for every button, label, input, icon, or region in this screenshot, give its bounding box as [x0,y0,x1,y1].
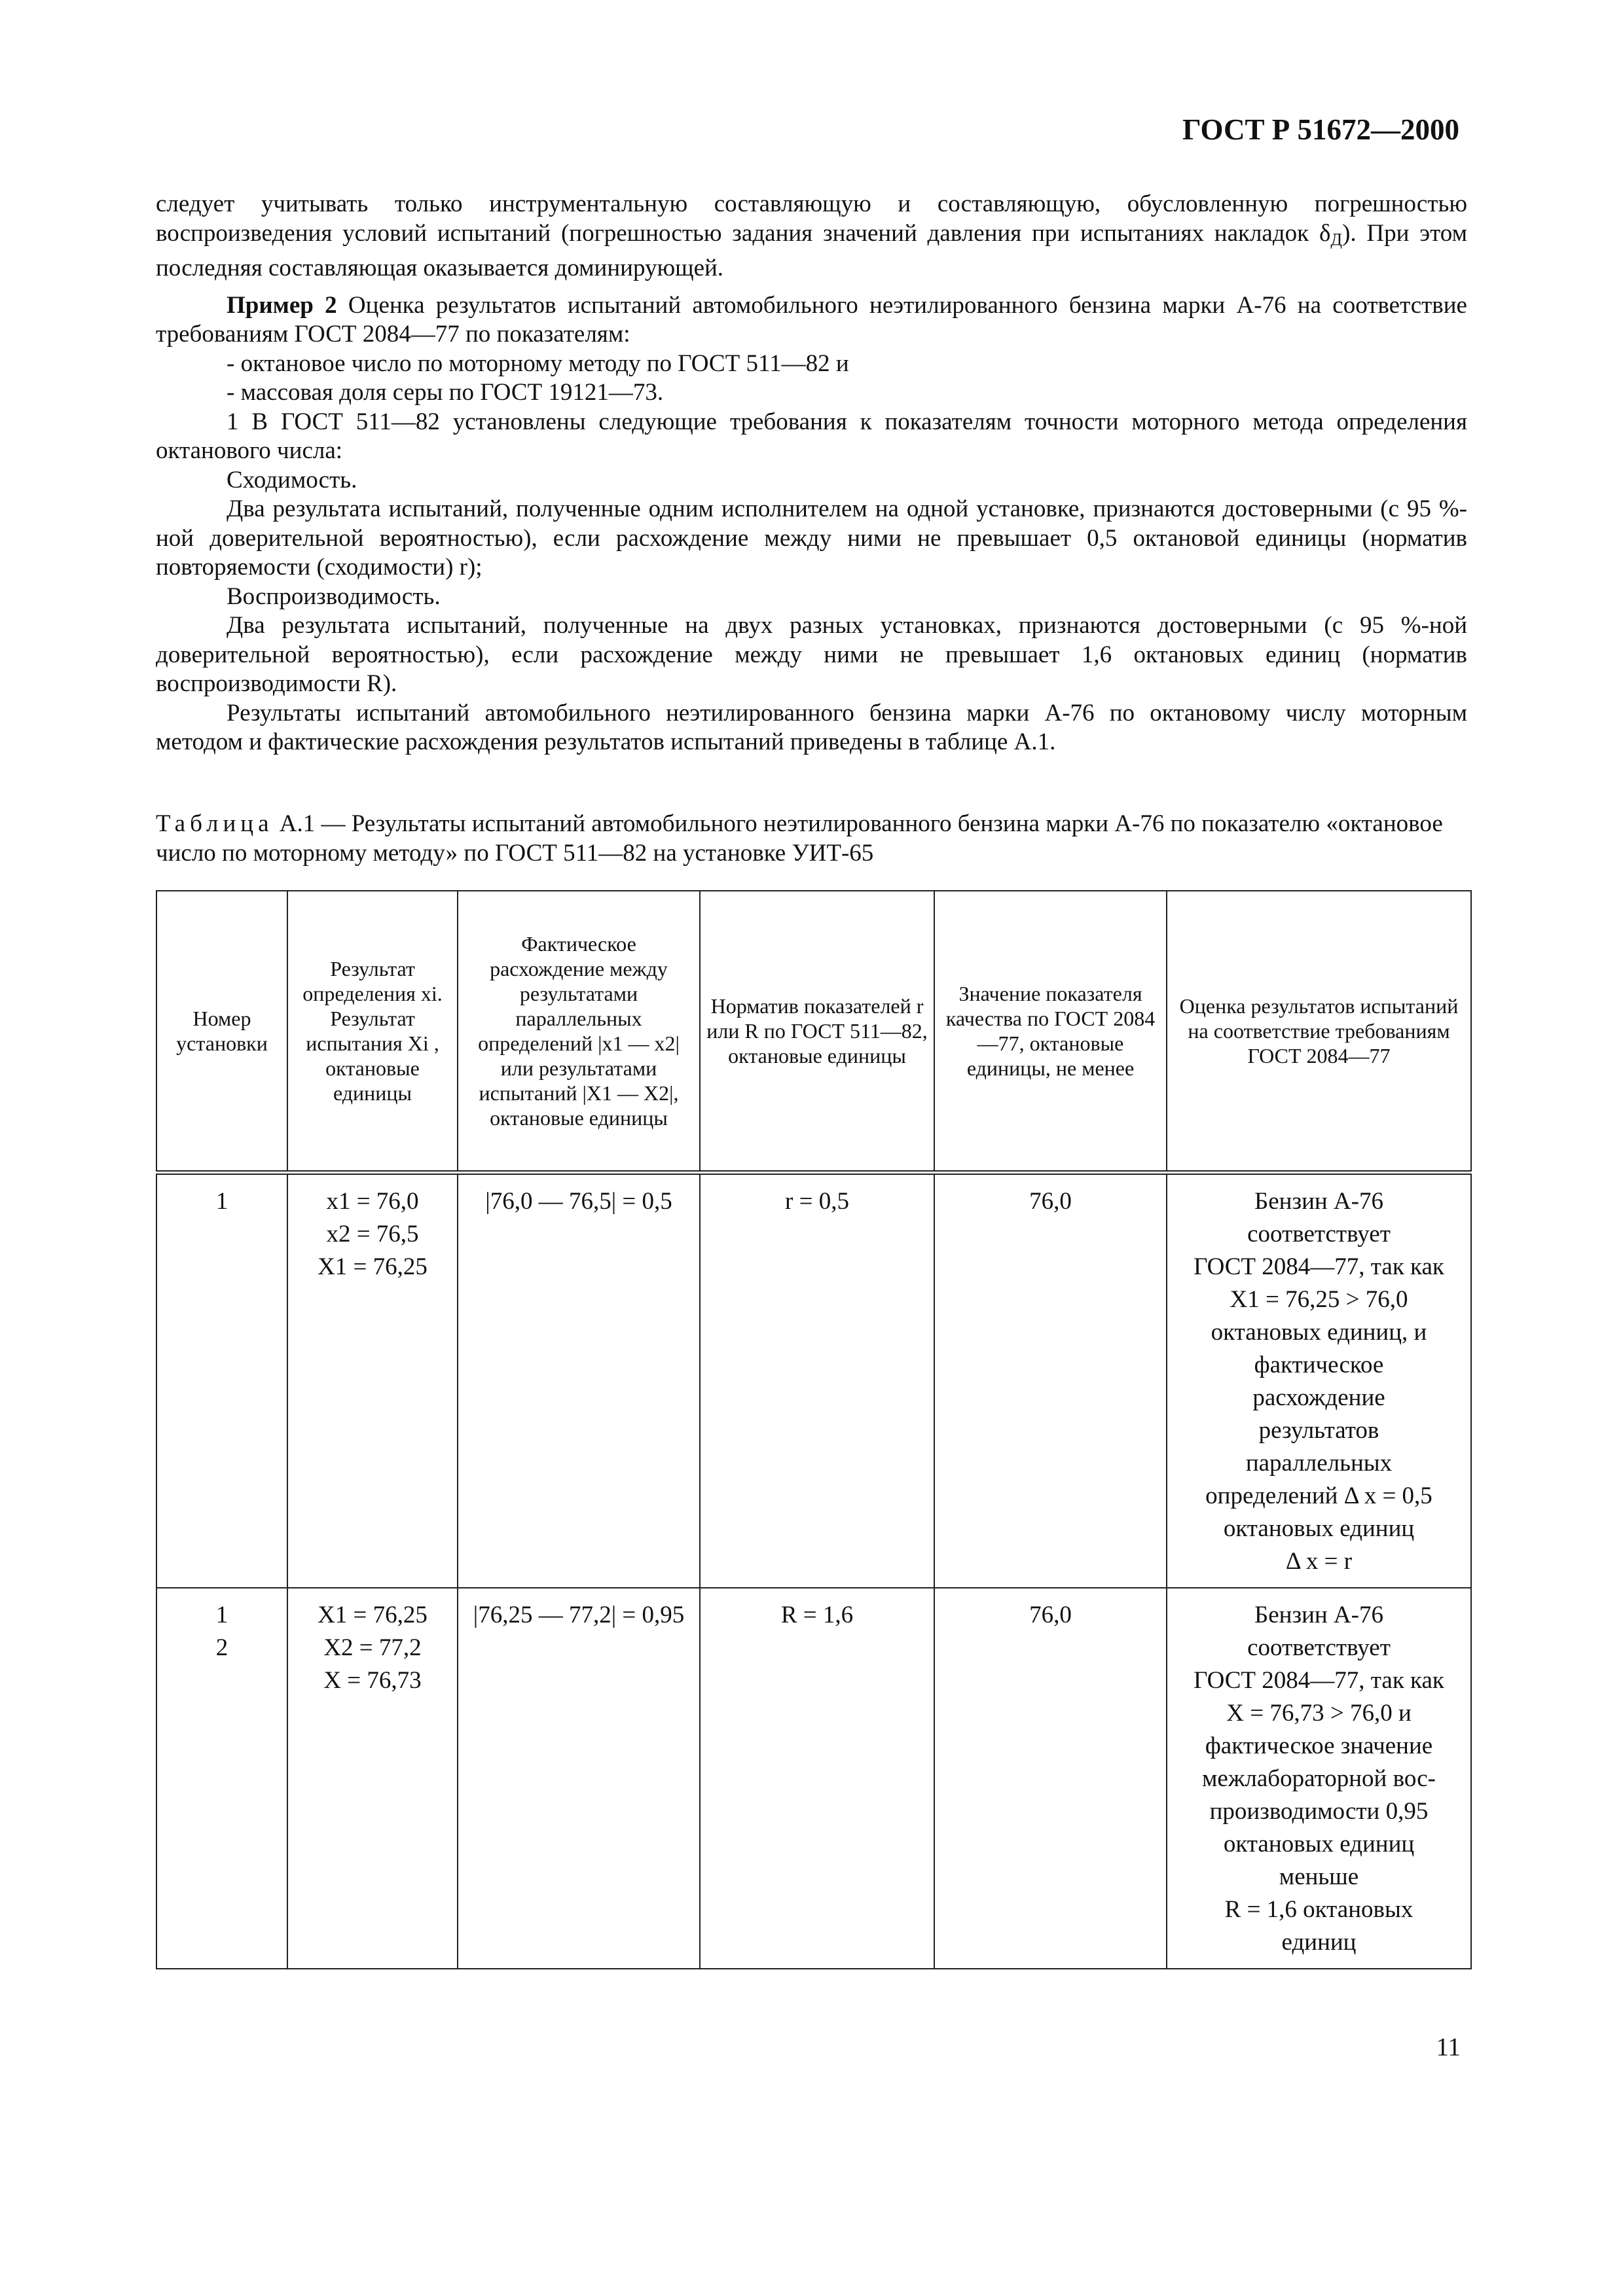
reproducibility-title: Воспроизводимость. [227,583,441,610]
cell-norm: R = 1,6 [700,1588,934,1969]
cell-unit: 1 2 [156,1588,287,1969]
cell-result: x1 = 76,0 x2 = 76,5 X1 = 76,25 [287,1173,458,1588]
page-number: 11 [1436,2033,1461,2061]
body-text [156,190,1467,757]
table-row [156,1173,1471,1588]
reproducibility-text: Два результата испытаний, полученные на двух разных установках, признаются достоверными (с 95 %-ной доверительной вероятностью), если расхождение между ними не превышает 1,6 октановых единиц (норматив воспроизводимости R). [156,612,1467,698]
convergence-text: Два результата испытаний, полученные одним исполнителем на одной установке, признаются достоверными (с 95 %-ной доверительной вероятностью), если расхождение между ними не превышает 0,5 октановой единицы (норматив повторяемости (сходимости) r); [156,495,1467,581]
table-caption-text: А.1 — Результаты испытаний автомобильного неэтилированного бензина марки А-76 по показателю «октановое число по моторному методу» по ГОСТ 511—82 на установке УИТ-65 [156,810,1443,867]
header-unit-number: Номер установки [156,891,287,1173]
table-row [156,1588,1471,1969]
header-assessment: Оценка результатов испытаний на соответствие требованиям ГОСТ 2084—77 [1167,891,1471,1173]
document-header: ГОСТ Р 51672—2000 [1182,113,1459,146]
paragraph-gost-requirements: 1 В ГОСТ 511—82 установлены следующие требования к показателям точности моторного метода определения октанового числа: [156,408,1467,465]
cell-unit: 1 [156,1173,287,1588]
cell-quality-value: 76,0 [934,1173,1167,1588]
cell-difference: |76,0 — 76,5| = 0,5 [458,1173,700,1588]
bullet-sulfur: - массовая доля серы по ГОСТ 19121—73. [227,379,664,406]
convergence-title: Сходимость. [227,466,357,493]
cell-assessment: Бензин А-76 соответствует ГОСТ 2084—77, так как X = 76,73 > 76,0 и фактическое значение межлабораторной вос- производимости 0,95 октановых единиц меньше R = 1,6 октановых единиц [1167,1588,1471,1969]
paragraph-example: Пример 2 Оценка результатов испытаний автомобильного неэтилированного бензина марки А-76 на соответствие требованиям ГОСТ 2084—77 по показателям: [156,291,1467,348]
results-table [156,890,1472,1969]
bullet-octane: - октановое число по моторному методу по ГОСТ 511—82 и [227,350,849,377]
cell-assessment: Бензин А-76 соответствует ГОСТ 2084—77, так как X1 = 76,25 > 76,0 октановых единиц, и фактическое расхождение результатов параллельных определений Δ x = 0,5 октановых единиц Δ x = r [1167,1173,1471,1588]
cell-quality-value: 76,0 [934,1588,1167,1969]
header-quality-value: Значение показателя качества по ГОСТ 2084—77, октановые единицы, не менее [934,891,1167,1173]
paragraph-intro: следует учитывать только инструментальную составляющую и составляющую, обусловленную погрешностью воспроизведения условий испытаний (погрешностью задания значений давления при испытаниях накладок $\delta_Д$). При этом последняя составляющая оказывается доминирующей. [156,190,1467,282]
cell-result: X1 = 76,25 X2 = 77,2 X = 76,73 [287,1588,458,1969]
header-norm: Норматив показателей r или R по ГОСТ 511—82, октановые единицы [700,891,934,1173]
header-actual-difference: Фактическое расхождение между результатами параллельных определений |x1 — x2| или результатами испытаний |X1 — X2|, октановые единицы [458,891,700,1173]
table-header-row [156,891,1471,1173]
table-caption-label: Таблица [156,810,274,837]
header-result: Результат определения xi. Результат испытания Xi , октановые единицы [287,891,458,1173]
table-caption [156,810,1472,868]
example-label: Пример 2 [227,291,337,319]
cell-norm: r = 0,5 [700,1173,934,1588]
results-paragraph: Результаты испытаний автомобильного неэтилированного бензина марки А-76 по октановому числу моторным методом и фактические расхождения результатов испытаний приведены в таблице А.1. [156,699,1467,756]
delta-subscript: Д [1330,229,1343,249]
cell-difference: |76,25 — 77,2| = 0,95 [458,1588,700,1969]
